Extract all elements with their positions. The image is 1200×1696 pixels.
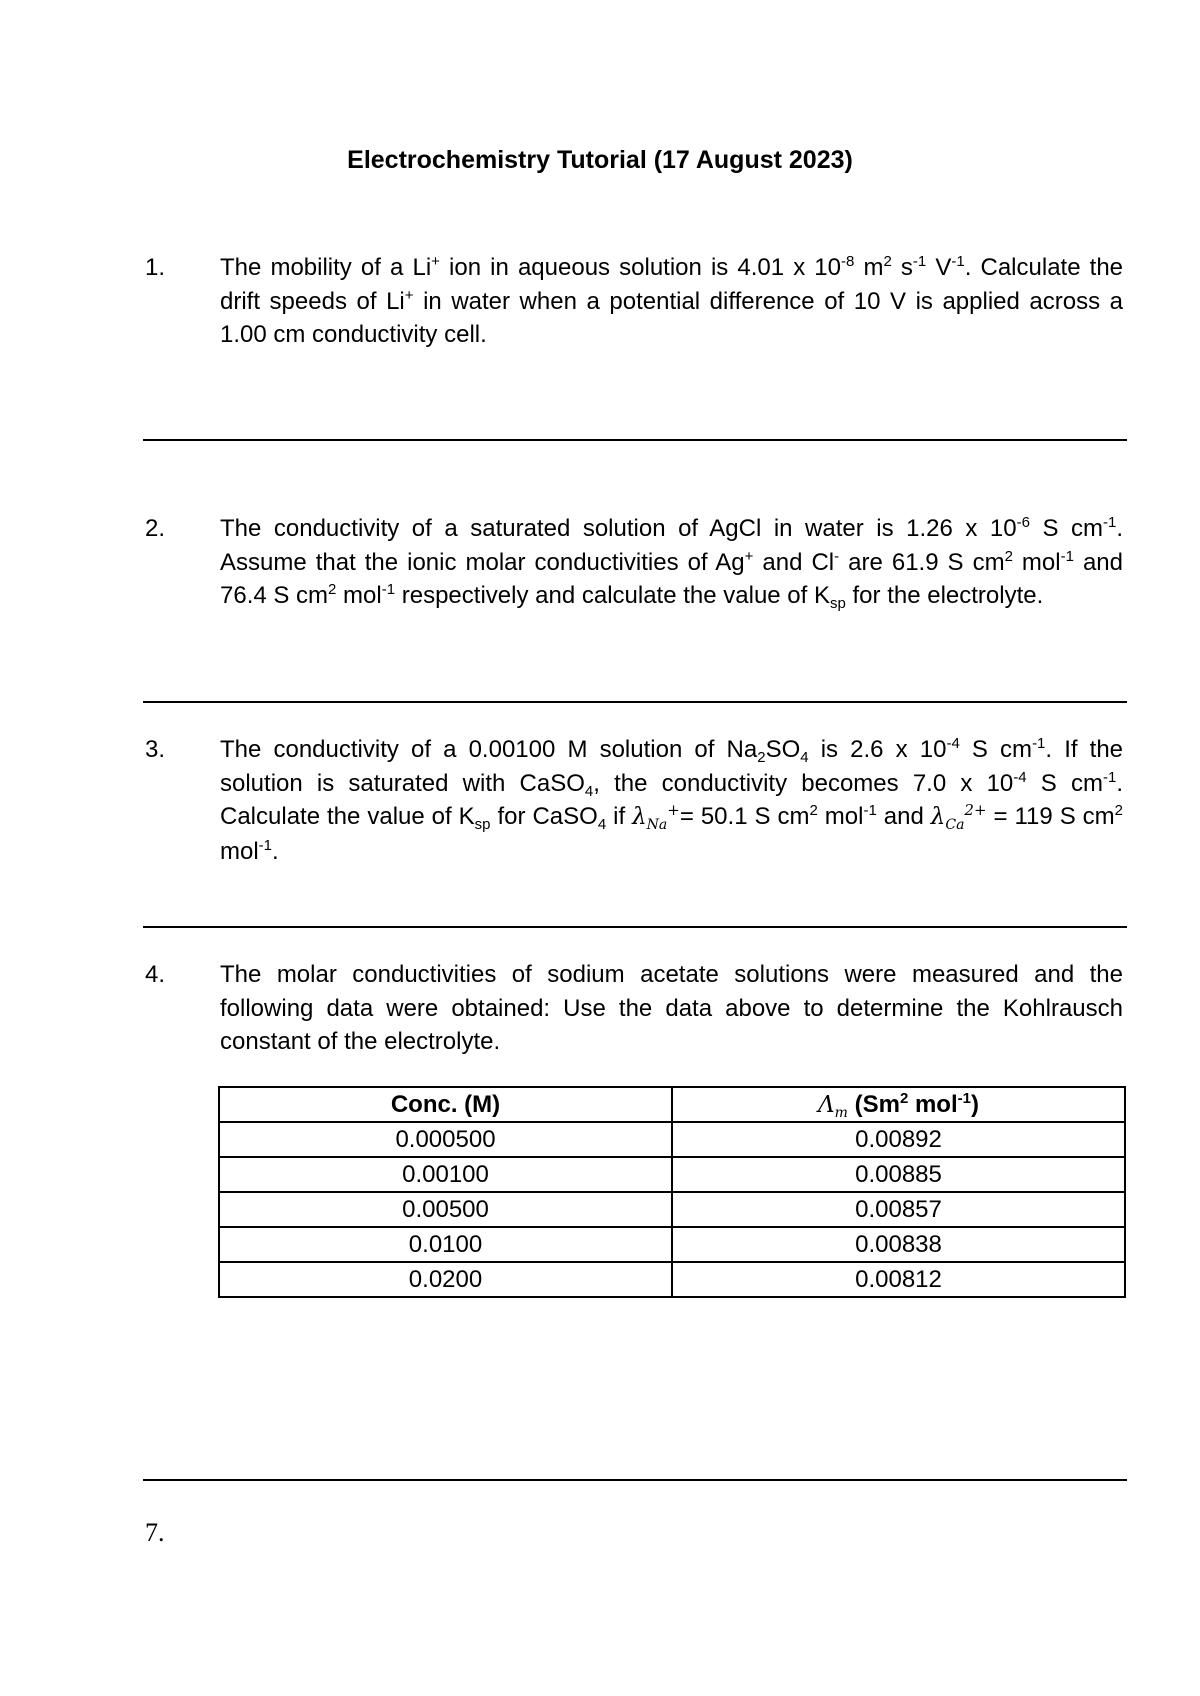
cell-molar-conductivity: 0.00892 (672, 1122, 1125, 1157)
answer-divider (143, 1479, 1127, 1481)
table-row (219, 1192, 1125, 1227)
answer-divider (143, 439, 1127, 441)
table-row (219, 1122, 1125, 1157)
question-text: The conductivity of a saturated solution of AgCl in water is 1.26 x $10^{-6}$ S $cm^{-1}$. Assume that the ionic molar conductivities of Ag+ and Cl- are 61.9 S $cm^2$ mol$^{-1}$ and 76.4 S $cm^2$ mol$^{-1}$ respectively and calculate the value of $K_{sp}$ for the electrolyte. (220, 514, 1124, 612)
data-table (218, 1086, 1126, 1298)
answer-divider (143, 926, 1127, 928)
cell-conc: 0.00100 (219, 1157, 672, 1192)
question-2 (145, 512, 1123, 613)
cell-conc: 0.0100 (219, 1227, 672, 1262)
question-text: The mobility of a Li+ ion in aqueous solution is 4.01 x $10^{-8}$ $m^2$ $s^{-1}$ $V^{-1}$. Calculate the drift speeds of Li+ in water when a potential difference of 10 V is applied across a 1.00 cm conductivity cell. (220, 253, 1124, 348)
table-header-row (219, 1087, 1125, 1122)
lambda-ca-symbol: $\lambda_{Ca}^{2+}$ (930, 801, 987, 833)
lambda-na-symbol: $\lambda_{Na}^+$ (632, 801, 680, 833)
column-header-molar-conductivity: $\Lambda_m$ (Sm$^2$ mol$^{-1}$) (672, 1087, 1125, 1122)
question-4 (145, 958, 1123, 1059)
cell-molar-conductivity: 0.00812 (672, 1262, 1125, 1297)
cell-molar-conductivity: 0.00838 (672, 1227, 1125, 1262)
question-number: 2. (145, 515, 166, 542)
cell-molar-conductivity: 0.00857 (672, 1192, 1125, 1227)
question-text: The conductivity of a 0.00100 M solution of $Na_2SO_4$ is 2.6 x $10^{-4}$ S $cm^{-1}$. If the solution is saturated with CaSO$_4$, the conductivity becomes 7.0 x $10^{-4}$ S $cm^{-1}$. Calculate the value of $K_{sp}$ for CaSO$_4$ if $\lambda_{Na}^+= 50.1$ S $cm^2$ mol$^{-1}$ and $\lambda_{Ca}^{2+} = 119$ S $cm^2$ mol$^{-1}$. (220, 735, 1124, 865)
question-number-7: 7. (145, 1518, 165, 1547)
table-row (219, 1227, 1125, 1262)
question-number: 4. (145, 961, 166, 988)
cell-conc: 0.00500 (219, 1192, 672, 1227)
cell-conc: 0.000500 (219, 1122, 672, 1157)
cell-conc: 0.0200 (219, 1262, 672, 1297)
answer-divider (143, 701, 1127, 703)
column-header-conc: Conc. (M) (219, 1087, 672, 1122)
question-3 (145, 733, 1123, 868)
question-number: 3. (145, 736, 166, 763)
question-number: 1. (145, 254, 166, 281)
question-1 (145, 251, 1123, 352)
page-title: Electrochemistry Tutorial (17 August 2023) (347, 146, 853, 174)
cell-molar-conductivity: 0.00885 (672, 1157, 1125, 1192)
table-row (219, 1262, 1125, 1297)
table-row (219, 1157, 1125, 1192)
question-text: The molar conductivities of sodium acetate solutions were measured and the following data were obtained: Use the data above to determine the Kohlrausch constant of the electrolyte. (220, 961, 1123, 1055)
